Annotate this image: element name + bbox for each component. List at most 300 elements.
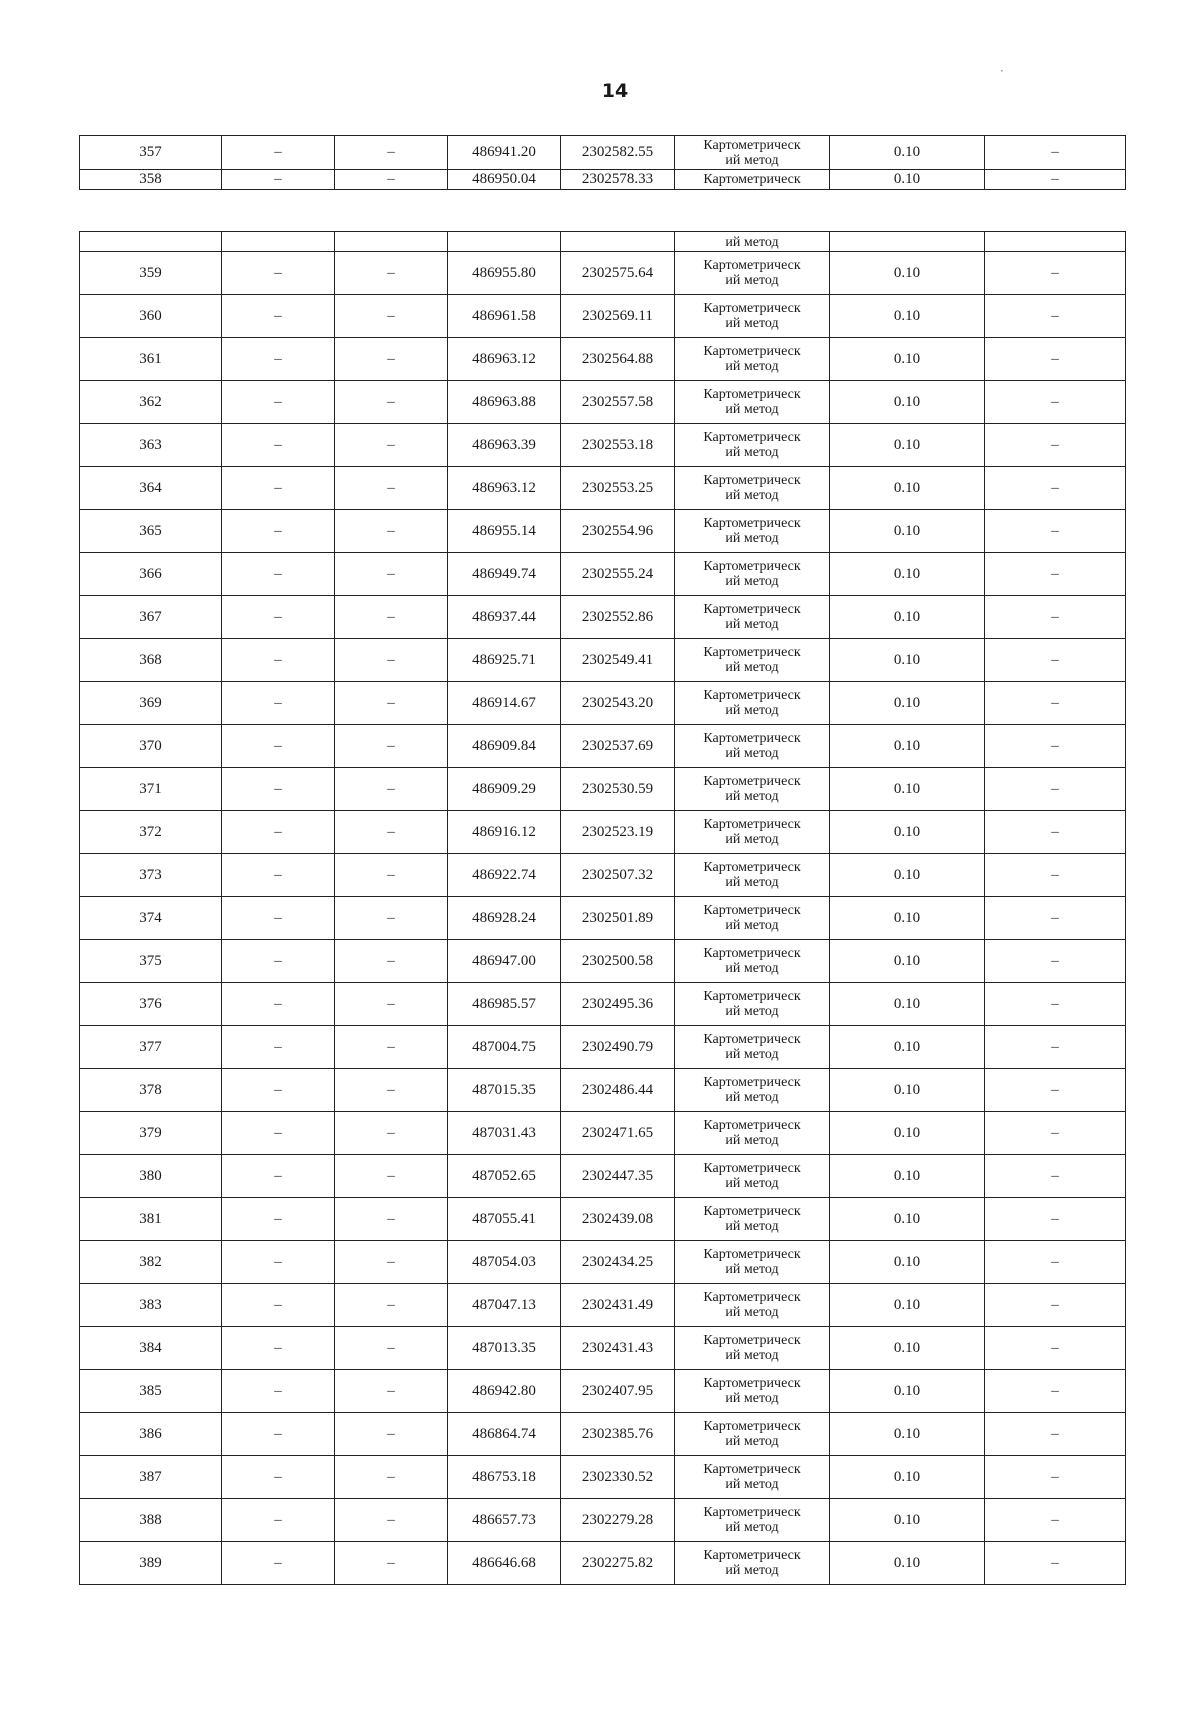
cell-dash: – [335,1413,448,1456]
cell-dash: – [222,424,335,467]
cell-point-number: 389 [80,1542,222,1585]
cell-dash: – [222,553,335,596]
table-row [80,1370,1126,1413]
method-line-1: Картометрическ [703,817,801,832]
cell-dash: – [222,1284,335,1327]
method-line-2: ий метод [725,1348,779,1363]
cell-dash: – [222,1327,335,1370]
cell-x: 486955.80 [448,252,561,295]
cell-point-number: 378 [80,1069,222,1112]
cell-point-number: 360 [80,295,222,338]
method-line-1: Картометрическ [703,989,801,1004]
cell-accuracy: 0.10 [830,1456,985,1499]
cell-dash: – [222,1069,335,1112]
method-line-2: ий метод [725,1262,779,1277]
cell-method [675,252,830,295]
cell-point-number: 388 [80,1499,222,1542]
coordinates-table-main-body [80,232,1126,1585]
method-line-1: Картометрическ [703,946,801,961]
cell-point-number: 370 [80,725,222,768]
cell-accuracy: 0.10 [830,381,985,424]
cell-method [675,811,830,854]
cell-dash: – [335,1026,448,1069]
method-line-2: ий метод [725,1004,779,1019]
cell-x: 486961.58 [448,295,561,338]
cell-dash: – [985,1499,1126,1542]
method-line-2: ий метод [725,1563,779,1578]
cell-dash: – [335,424,448,467]
cell-dash: – [985,1542,1126,1585]
table-row [80,1112,1126,1155]
cell-accuracy: 0.10 [830,768,985,811]
cell-x: 486909.84 [448,725,561,768]
cell-dash: – [335,854,448,897]
cell-y: 2302557.58 [561,381,675,424]
cell-point-number: 380 [80,1155,222,1198]
cell-point-number: 361 [80,338,222,381]
cell-y: 2302569.11 [561,295,675,338]
cell-dash: – [222,252,335,295]
cell-dash: – [335,1155,448,1198]
method-line-2: ий метод [725,875,779,890]
cell-dash: – [985,338,1126,381]
cell-method [675,510,830,553]
cell-accuracy: 0.10 [830,940,985,983]
cell-x: 486937.44 [448,596,561,639]
cell-method [675,1155,830,1198]
cell-dash: – [985,1155,1126,1198]
method-line-1: Картометрическ [703,137,801,153]
cell-point-number: 357 [80,136,222,170]
method-line-2: ий метод [725,574,779,589]
method-line-2: ий метод [725,1090,779,1105]
method-line-1: Картометрическ [703,1161,801,1176]
cell-method [675,136,830,170]
cell-accuracy: 0.10 [830,338,985,381]
cell-dash: – [222,1413,335,1456]
cell-y: 2302507.32 [561,854,675,897]
cell-method [675,1284,830,1327]
cell-method [675,1026,830,1069]
cell-y: 2302385.76 [561,1413,675,1456]
cell-dash: – [985,897,1126,940]
cell-dash: – [335,1069,448,1112]
cell-x: 486922.74 [448,854,561,897]
cell-accuracy: 0.10 [830,136,985,170]
cell-dash: – [985,768,1126,811]
cell-dash: – [985,553,1126,596]
cell-y: 2302564.88 [561,338,675,381]
cell-dash: – [335,639,448,682]
cell-dash: – [985,983,1126,1026]
method-line-1: Картометрическ [703,516,801,531]
cell-y: 2302279.28 [561,1499,675,1542]
cell-empty [985,232,1126,252]
cell-dash: – [985,1198,1126,1241]
table-row [80,510,1126,553]
method-line-1: Картометрическ [703,1462,801,1477]
cell-dash: – [222,1026,335,1069]
cell-point-number: 365 [80,510,222,553]
cell-y: 2302578.33 [561,170,675,190]
cell-method [675,940,830,983]
cell-x: 487004.75 [448,1026,561,1069]
cell-dash: – [222,1241,335,1284]
cell-accuracy: 0.10 [830,510,985,553]
cell-accuracy: 0.10 [830,682,985,725]
cell-dash: – [985,424,1126,467]
cell-dash: – [335,940,448,983]
cell-dash: – [222,510,335,553]
cell-dash: – [222,1456,335,1499]
cell-method [675,467,830,510]
cell-y: 2302555.24 [561,553,675,596]
table-row [80,725,1126,768]
cell-x: 486963.88 [448,381,561,424]
cell-dash: – [335,510,448,553]
cell-point-number: 387 [80,1456,222,1499]
cell-accuracy: 0.10 [830,1284,985,1327]
cell-y: 2302434.25 [561,1241,675,1284]
cell-dash: – [985,940,1126,983]
method-line-1: Картометрическ [703,301,801,316]
cell-x: 486657.73 [448,1499,561,1542]
cell-empty [448,232,561,252]
cell-x: 486950.04 [448,170,561,190]
cell-dash: – [985,136,1126,170]
table-row [80,596,1126,639]
cell-x: 486985.57 [448,983,561,1026]
cell-accuracy: 0.10 [830,1413,985,1456]
method-line-2: ий метод [725,531,779,546]
cell-dash: – [335,682,448,725]
cell-dash: – [222,768,335,811]
table-row [80,1026,1126,1069]
method-line-1: Картометрическ [703,1333,801,1348]
method-line-1: Картометрическ [703,387,801,402]
cell-point-number: 366 [80,553,222,596]
method-line-2: ий метод [725,918,779,933]
cell-accuracy: 0.10 [830,725,985,768]
method-line-1: Картометрическ [703,1118,801,1133]
cell-dash: – [222,136,335,170]
cell-dash: – [335,983,448,1026]
cell-dash: – [222,381,335,424]
cell-point-number: 363 [80,424,222,467]
cell-point-number: 372 [80,811,222,854]
cell-dash: – [985,252,1126,295]
cell-x: 487015.35 [448,1069,561,1112]
method-line-1: Картометрическ [703,903,801,918]
method-line-1: Картометрическ [703,344,801,359]
table-row [80,1542,1126,1585]
method-line-2: ий метод [725,1305,779,1320]
cell-accuracy: 0.10 [830,1155,985,1198]
cell-method [675,1499,830,1542]
cell-accuracy: 0.10 [830,1327,985,1370]
cell-dash: – [985,1112,1126,1155]
cell-dash: – [335,1198,448,1241]
table-row [80,424,1126,467]
cell-dash: – [222,170,335,190]
cell-method [675,170,830,190]
cell-method [675,1413,830,1456]
method-line-1: Картометрическ [703,731,801,746]
cell-dash: – [222,682,335,725]
cell-y: 2302447.35 [561,1155,675,1198]
cell-method [675,424,830,467]
table-row [80,1327,1126,1370]
method-line-1: Картометрическ [703,258,801,273]
cell-method [675,897,830,940]
cell-dash: – [985,682,1126,725]
cell-dash: – [222,639,335,682]
method-line-2: ий метод [725,1477,779,1492]
cell-y: 2302439.08 [561,1198,675,1241]
cell-dash: – [335,1370,448,1413]
cell-dash: – [222,897,335,940]
method-line-2: ий метод [725,152,779,168]
cell-accuracy: 0.10 [830,897,985,940]
cell-dash: – [222,983,335,1026]
cell-method-continued: ий метод [675,232,830,252]
cell-dash: – [335,725,448,768]
cell-y: 2302575.64 [561,252,675,295]
table-row [80,768,1126,811]
cell-dash: – [985,1456,1126,1499]
cell-x: 487052.65 [448,1155,561,1198]
cell-point-number: 381 [80,1198,222,1241]
table-row [80,682,1126,725]
cell-dash: – [222,295,335,338]
cell-y: 2302549.41 [561,639,675,682]
method-line-2: ий метод [725,1434,779,1449]
method-line-2: ий метод [725,488,779,503]
cell-y: 2302471.65 [561,1112,675,1155]
method-line-2: ий метод [725,1391,779,1406]
cell-accuracy: 0.10 [830,1026,985,1069]
cell-y: 2302553.25 [561,467,675,510]
cell-accuracy: 0.10 [830,553,985,596]
cell-dash: – [335,381,448,424]
table-row [80,1155,1126,1198]
table-row [80,639,1126,682]
cell-x: 486963.12 [448,338,561,381]
cell-method [675,1327,830,1370]
cell-dash: – [335,553,448,596]
cell-point-number: 375 [80,940,222,983]
method-line-2: ий метод [725,660,779,675]
cell-dash: – [335,811,448,854]
cell-dash: – [222,467,335,510]
cell-accuracy: 0.10 [830,1241,985,1284]
method-line-1: Картометрическ [703,645,801,660]
cell-accuracy: 0.10 [830,295,985,338]
cell-dash: – [985,1327,1126,1370]
cell-point-number: 373 [80,854,222,897]
scan-speck: · [1000,64,1004,78]
method-line-1: Картометрическ [703,473,801,488]
cell-x: 486947.00 [448,940,561,983]
cell-method [675,1542,830,1585]
table-row [80,897,1126,940]
cell-method [675,768,830,811]
table-row [80,553,1126,596]
cell-point-number: 367 [80,596,222,639]
cell-dash: – [335,1284,448,1327]
cell-dash: – [335,1456,448,1499]
method-line-1: Картометрическ [703,1548,801,1563]
cell-x: 486942.80 [448,1370,561,1413]
cell-dash: – [222,1499,335,1542]
cell-x: 486928.24 [448,897,561,940]
cell-method [675,553,830,596]
cell-x: 486753.18 [448,1456,561,1499]
method-line-1: Картометрическ [703,860,801,875]
cell-x: 486646.68 [448,1542,561,1585]
cell-point-number: 359 [80,252,222,295]
cell-method [675,983,830,1026]
cell-dash: – [985,170,1126,190]
cell-y: 2302530.59 [561,768,675,811]
cell-dash: – [335,295,448,338]
cell-method [675,639,830,682]
cell-point-number: 386 [80,1413,222,1456]
cell-x: 486925.71 [448,639,561,682]
table-row [80,1284,1126,1327]
table-row [80,1456,1126,1499]
table-row [80,467,1126,510]
cell-dash: – [222,725,335,768]
cell-method [675,682,830,725]
cell-dash: – [222,1112,335,1155]
cell-point-number: 385 [80,1370,222,1413]
cell-method [675,1456,830,1499]
method-line-2: ий метод [725,789,779,804]
method-line-2: ий метод [725,316,779,331]
cell-dash: – [985,1413,1126,1456]
cell-method [675,725,830,768]
cell-y: 2302431.43 [561,1327,675,1370]
table-row [80,1413,1126,1456]
cell-empty [222,232,335,252]
cell-method [675,1069,830,1112]
cell-y: 2302552.86 [561,596,675,639]
cell-y: 2302523.19 [561,811,675,854]
table-row [80,136,1126,170]
method-line-2: ий метод [725,832,779,847]
coordinates-table-top-body [80,136,1126,190]
table-row [80,338,1126,381]
cell-y: 2302275.82 [561,1542,675,1585]
method-line-2: ий метод [725,961,779,976]
cell-point-number: 384 [80,1327,222,1370]
cell-x: 486955.14 [448,510,561,553]
method-line-2: ий метод [725,359,779,374]
cell-y: 2302553.18 [561,424,675,467]
cell-accuracy: 0.10 [830,1542,985,1585]
method-line-2: ий метод [725,1133,779,1148]
cell-point-number: 368 [80,639,222,682]
cell-dash: – [335,467,448,510]
cell-accuracy: 0.10 [830,170,985,190]
cell-empty [80,232,222,252]
cell-y: 2302330.52 [561,1456,675,1499]
cell-y: 2302582.55 [561,136,675,170]
cell-x: 486864.74 [448,1413,561,1456]
cell-dash: – [335,596,448,639]
cell-dash: – [335,1112,448,1155]
cell-dash: – [335,252,448,295]
table-row [80,170,1126,190]
cell-accuracy: 0.10 [830,252,985,295]
cell-empty [830,232,985,252]
cell-accuracy: 0.10 [830,1370,985,1413]
cell-point-number: 382 [80,1241,222,1284]
cell-method [675,1241,830,1284]
cell-dash: – [985,639,1126,682]
cell-dash: – [222,1370,335,1413]
table-row [80,854,1126,897]
cell-y: 2302501.89 [561,897,675,940]
cell-accuracy: 0.10 [830,811,985,854]
method-line-2: ий метод [725,1176,779,1191]
cell-x: 487013.35 [448,1327,561,1370]
cell-method [675,381,830,424]
method-line-2: ий метод [725,1520,779,1535]
cell-dash: – [985,295,1126,338]
method-line-1: Картометрическ [703,688,801,703]
coordinates-table-top [79,135,1126,190]
method-line-2: ий метод [725,617,779,632]
cell-point-number: 379 [80,1112,222,1155]
cell-x: 486963.12 [448,467,561,510]
cell-dash: – [222,811,335,854]
cell-empty [335,232,448,252]
cell-dash: – [222,1155,335,1198]
cell-dash: – [985,725,1126,768]
cell-method [675,295,830,338]
method-line-2: ий метод [725,273,779,288]
cell-x: 487054.03 [448,1241,561,1284]
cell-dash: – [985,1241,1126,1284]
cell-method [675,1112,830,1155]
continuation-row [80,232,1126,252]
cell-dash: – [335,1327,448,1370]
cell-accuracy: 0.10 [830,596,985,639]
page-number: 14 [601,80,629,102]
cell-dash: – [985,1069,1126,1112]
cell-point-number: 374 [80,897,222,940]
method-line-2: ий метод [725,402,779,417]
cell-x: 486916.12 [448,811,561,854]
cell-y: 2302554.96 [561,510,675,553]
table-row [80,811,1126,854]
cell-dash: – [335,338,448,381]
cell-point-number: 377 [80,1026,222,1069]
cell-method [675,854,830,897]
table-row [80,940,1126,983]
cell-accuracy: 0.10 [830,424,985,467]
table-row [80,381,1126,424]
cell-dash: – [335,1542,448,1585]
cell-x: 487031.43 [448,1112,561,1155]
cell-method [675,1198,830,1241]
cell-dash: – [222,1542,335,1585]
table-row [80,1499,1126,1542]
cell-accuracy: 0.10 [830,639,985,682]
table-row [80,983,1126,1026]
